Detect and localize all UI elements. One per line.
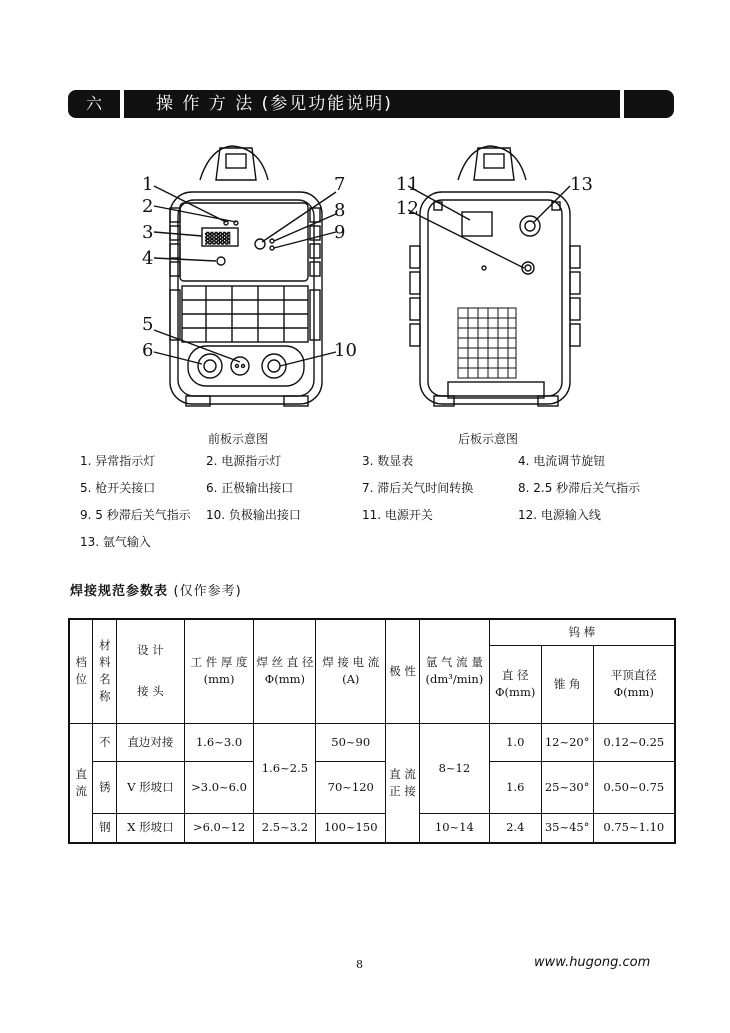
svg-text:▓▓▓: ▓▓▓ <box>205 232 231 245</box>
rear-panel-drawing <box>408 146 580 406</box>
tungsten-dia-value: 1.6 <box>489 761 541 813</box>
params-title-main: 焊接规范参数表 <box>70 584 169 599</box>
cone-value: 25~30° <box>541 761 593 813</box>
label-12: 12 <box>396 198 419 219</box>
col-design <box>117 619 184 723</box>
col-polarity: 极 性 <box>386 619 420 723</box>
col-cone-angle: 锥 角 <box>541 645 593 723</box>
label-9: 9 <box>334 222 346 243</box>
joint-value: 直边对接 <box>117 723 184 761</box>
legend-item: 4. 电流调节旋钮 <box>518 454 606 468</box>
legend-item: 3. 数显表 <box>362 454 414 468</box>
section-number: 六 <box>68 90 120 118</box>
wire-value: 2.5~3.2 <box>254 813 316 843</box>
legend-item: 11. 电源开关 <box>362 508 433 522</box>
current-value: 100~150 <box>316 813 386 843</box>
legend-item: 7. 滞后关气时间转换 <box>362 481 474 495</box>
col-thickness: 工 件 厚 度 (mm) <box>184 619 254 723</box>
legend-item: 9. 5 秒滞后关气指示 <box>80 508 191 522</box>
label-8: 8 <box>334 200 346 221</box>
table-row <box>69 761 675 813</box>
col-material: 材料名称 <box>93 619 117 723</box>
design-label: 设 计 <box>137 643 164 658</box>
legend-item: 2. 电源指示灯 <box>206 454 282 468</box>
wire-value: 1.6~2.5 <box>254 723 316 813</box>
thickness-value: >6.0~12 <box>184 813 254 843</box>
legend-item: 10. 负极输出接口 <box>206 508 301 522</box>
col-gear: 档位 <box>69 619 93 723</box>
legend-item: 12. 电源输入线 <box>518 508 601 522</box>
flat-value: 0.75~1.10 <box>593 813 675 843</box>
tungsten-dia-value: 1.0 <box>489 723 541 761</box>
website-url: www.hugong.com <box>534 955 651 970</box>
material-char: 不 <box>93 723 117 761</box>
current-value: 70~120 <box>316 761 386 813</box>
params-title-sub: (仅作参考) <box>173 584 242 599</box>
col-flat-dia: 平顶直径 Φ(mm) <box>593 645 675 723</box>
legend-item: 6. 正极输出接口 <box>206 481 294 495</box>
params-table-title <box>70 580 242 599</box>
rear-panel-caption: 后板示意图 <box>458 432 519 446</box>
current-value: 50~90 <box>316 723 386 761</box>
table-row <box>69 723 675 761</box>
label-6: 6 <box>142 340 154 361</box>
argon-value: 8~12 <box>419 723 489 813</box>
welding-params-table <box>68 618 676 844</box>
front-panel-drawing <box>154 146 336 406</box>
joint-label: 接 头 <box>137 684 164 699</box>
label-13: 13 <box>570 174 593 195</box>
gear-value: 直 流 <box>69 723 93 843</box>
col-wire: 焊 丝 直 径 Φ(mm) <box>254 619 316 723</box>
thickness-value: 1.6~3.0 <box>184 723 254 761</box>
legend-item: 1. 异常指示灯 <box>80 454 156 468</box>
material-char: 钢 <box>93 813 117 843</box>
legend-item: 5. 枪开关接口 <box>80 481 156 495</box>
joint-value: V 形坡口 <box>117 761 184 813</box>
argon-value: 10~14 <box>419 813 489 843</box>
polarity-value: 直 流 正 接 <box>386 723 420 843</box>
material-char: 锈 <box>93 761 117 813</box>
label-5: 5 <box>142 314 154 335</box>
col-current: 焊 接 电 流 (A) <box>316 619 386 723</box>
flat-value: 0.50~0.75 <box>593 761 675 813</box>
panel-diagrams <box>140 140 600 410</box>
label-7: 7 <box>334 174 346 195</box>
flat-value: 0.12~0.25 <box>593 723 675 761</box>
label-2: 2 <box>142 196 154 217</box>
legend-item: 13. 氩气输入 <box>80 535 151 549</box>
label-3: 3 <box>142 222 154 243</box>
section-title: 操 作 方 法 (参见功能说明) <box>124 90 620 118</box>
header-end-block <box>624 90 674 118</box>
joint-value: X 形坡口 <box>117 813 184 843</box>
col-tungsten: 钨 棒 <box>489 619 675 645</box>
section-header <box>68 90 674 118</box>
page-number: 8 <box>356 958 363 971</box>
legend-item: 8. 2.5 秒滞后关气指示 <box>518 481 641 495</box>
front-panel-caption: 前板示意图 <box>208 432 269 446</box>
col-tungsten-dia: 直 径 Φ(mm) <box>489 645 541 723</box>
thickness-value: >3.0~6.0 <box>184 761 254 813</box>
label-1: 1 <box>142 174 154 195</box>
label-11: 11 <box>396 174 419 195</box>
label-10: 10 <box>334 340 357 361</box>
tungsten-dia-value: 2.4 <box>489 813 541 843</box>
label-4: 4 <box>142 248 154 269</box>
table-row <box>69 813 675 843</box>
cone-value: 12~20° <box>541 723 593 761</box>
cone-value: 35~45° <box>541 813 593 843</box>
col-argon: 氩 气 流 量 (dm³/min) <box>419 619 489 723</box>
